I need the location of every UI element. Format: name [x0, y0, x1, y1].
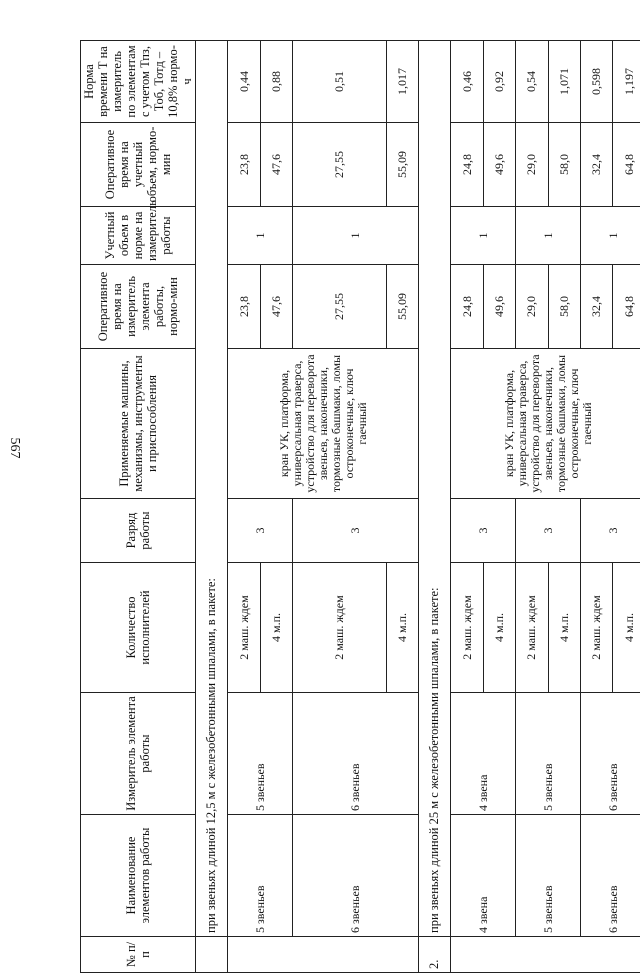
- op-time-volume: 58,0: [548, 123, 580, 207]
- header-norm-time: Норма времени Т на измеритель по элементам с учетом Тпз, Тоб, Тотд – 10,8% нормо-ч: [81, 41, 196, 123]
- op-time-volume: 55,09: [386, 123, 418, 207]
- row-number-cell: [451, 937, 640, 973]
- table-row: [451, 41, 483, 973]
- rotated-table-inner: [80, 40, 640, 969]
- op-time: 23,8: [228, 265, 260, 349]
- row-number-cell: [228, 937, 419, 973]
- header-name: Наименование элементов работы: [81, 815, 196, 937]
- workers: 2 маш. ждем: [581, 563, 613, 693]
- header-volume: Учетный объем в норме на измеритель работы: [81, 207, 196, 265]
- header-machines: Применяемые машины, механизмы, инструменты и приспособления: [81, 349, 196, 499]
- workers: 4 м.п.: [483, 563, 515, 693]
- volume: 1: [516, 207, 581, 265]
- section-title: при звеньях длиной 25 м с железобетонными шпалами, в пакете:: [418, 41, 450, 937]
- section-title-row: [418, 41, 450, 973]
- table-row: [228, 41, 260, 973]
- op-time-volume: 47,6: [260, 123, 292, 207]
- norm-time: 0,88: [260, 41, 292, 123]
- element-name: 4 звена: [451, 815, 516, 937]
- element-meter: 5 звеньев: [516, 693, 581, 815]
- element-meter: 5 звеньев: [228, 693, 293, 815]
- workers: 2 маш. ждем: [516, 563, 548, 693]
- op-time-volume: 49,6: [483, 123, 515, 207]
- norm-time: 0,598: [581, 41, 613, 123]
- section-title: при звеньях длиной 12,5 м с железобетонными шпалами, в пакете:: [196, 41, 228, 937]
- grade: 3: [293, 499, 419, 563]
- grade: 3: [516, 499, 581, 563]
- op-time: 29,0: [516, 265, 548, 349]
- table-row: [581, 41, 613, 973]
- op-time-volume: 27,55: [293, 123, 386, 207]
- op-time: 49,6: [483, 265, 515, 349]
- op-time: 27,55: [293, 265, 386, 349]
- op-time: 24,8: [451, 265, 483, 349]
- header-op-time-volume: Оперативное время на учетный объем, нормо-мин: [81, 123, 196, 207]
- grade: 3: [228, 499, 293, 563]
- norm-time: 1,197: [613, 41, 640, 123]
- norm-time: 0,54: [516, 41, 548, 123]
- element-meter: 4 звена: [451, 693, 516, 815]
- element-meter: 6 звеньев: [293, 693, 419, 815]
- workers: 2 маш. ждем: [228, 563, 260, 693]
- norm-time: 0,92: [483, 41, 515, 123]
- page-number: 567: [7, 437, 22, 459]
- op-time-volume: 32,4: [581, 123, 613, 207]
- header-meter: Измеритель элемента работы: [81, 693, 196, 815]
- grade: 3: [581, 499, 640, 563]
- machines: кран УК, платформа, универсальная траверса, устройство для переворота звеньев, наконечники, тормозные башмаки, ломы остроконечные, ключ гаечный: [228, 349, 419, 499]
- norms-table: [80, 40, 640, 973]
- element-meter: 6 звеньев: [581, 693, 640, 815]
- workers: 2 маш. ждем: [293, 563, 386, 693]
- op-time-volume: 23,8: [228, 123, 260, 207]
- op-time: 64,8: [613, 265, 640, 349]
- op-time: 58,0: [548, 265, 580, 349]
- element-name: 5 звеньев: [228, 815, 293, 937]
- element-name: 6 звеньев: [581, 815, 640, 937]
- header-grade: Разряд работы: [81, 499, 196, 563]
- element-name: 5 звеньев: [516, 815, 581, 937]
- norm-time: 0,51: [293, 41, 386, 123]
- rotated-table-frame: [80, 40, 640, 969]
- header-workers: Количество исполнителей: [81, 563, 196, 693]
- volume: 1: [228, 207, 293, 265]
- volume: 1: [293, 207, 419, 265]
- workers: 4 м.п.: [613, 563, 640, 693]
- machines: кран УК, платформа, универсальная траверса, устройство для переворота звеньев, наконечники, тормозные башмаки, ломы остроконечные, ключ гаечный: [451, 349, 640, 499]
- norm-time: 1,017: [386, 41, 418, 123]
- op-time-volume: 24,8: [451, 123, 483, 207]
- op-time: 55,09: [386, 265, 418, 349]
- workers: 2 маш. ждем: [451, 563, 483, 693]
- header-row: [81, 41, 196, 973]
- header-n: № п/п: [81, 937, 196, 973]
- section-number: [196, 937, 228, 973]
- op-time: 32,4: [581, 265, 613, 349]
- workers: 4 м.п.: [548, 563, 580, 693]
- header-op-time: Оперативное время на измеритель элемента работы, нормо-мин: [81, 265, 196, 349]
- op-time: 47,6: [260, 265, 292, 349]
- section-number: 2.: [418, 937, 450, 973]
- grade: 3: [451, 499, 516, 563]
- workers: 4 м.п.: [386, 563, 418, 693]
- workers: 4 м.п.: [260, 563, 292, 693]
- table-row: [516, 41, 548, 973]
- element-name: 6 звеньев: [293, 815, 419, 937]
- volume: 1: [581, 207, 640, 265]
- section-title-row: [196, 41, 228, 973]
- norm-time: 0,44: [228, 41, 260, 123]
- op-time-volume: 64,8: [613, 123, 640, 207]
- table-row: [293, 41, 386, 973]
- op-time-volume: 29,0: [516, 123, 548, 207]
- volume: 1: [451, 207, 516, 265]
- norm-time: 0,46: [451, 41, 483, 123]
- norm-time: 1,071: [548, 41, 580, 123]
